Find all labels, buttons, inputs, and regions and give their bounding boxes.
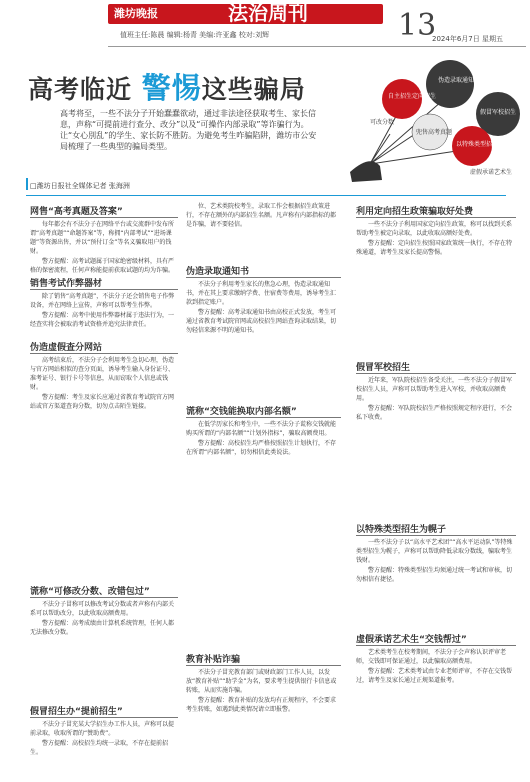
- section-heading: 伪造录取通知书: [186, 267, 250, 277]
- paragraph: 位、艺术类院校考生，录取工作会根据招生政策进行，不存在额外的内部招生名额。凡声称有内部指标的都是诈骗，请不要轻信。: [186, 203, 337, 228]
- newspaper-logo: 潍坊晚报: [114, 7, 158, 20]
- paragraph: 除了销售“高考真题”，不法分子还会销售电子作弊设备，并在网络上宣传，声称可以帮考生作弊。: [30, 293, 175, 309]
- page-number: 13: [398, 8, 437, 43]
- paragraph: 警方提醒：军队院校招生严格按照规定程序进行，不会私下收费。: [356, 405, 513, 421]
- paragraph: 警方提醒：艺术类考试由专业老师评审，不存在交钱帮过，请考生及家长通过正规渠道报考。: [356, 668, 513, 684]
- illus-label-7: 可改分数: [370, 119, 395, 126]
- section-heading: 假冒招生办“提前招生”: [30, 707, 123, 717]
- section-heading: 伪造虚假查分网站: [30, 343, 103, 353]
- section-body: [30, 220, 178, 274]
- section-body: [356, 648, 516, 778]
- illus-label-1: 伪造录取通知书: [438, 77, 481, 84]
- section-underline: [30, 717, 178, 718]
- paragraph: 艺术类考生在校考期间，不法分子会声称认识评审老师，交钱即可保证通过，以此骗取高额费用。: [356, 649, 507, 665]
- section-underline: [30, 217, 178, 218]
- page-header: [0, 0, 530, 50]
- paragraph: 警方提醒：高校招生均统一录取，不存在提前招生。: [30, 740, 169, 756]
- section-heading: 利用定向招生政策骗取好处费: [356, 207, 474, 217]
- section-underline: [186, 277, 341, 278]
- hand-icon: [350, 161, 382, 182]
- paragraph: 警方提醒：高考中使用作弊器材属于违法行为，一经查实将会被取消考试资格并追究法律责任。: [30, 312, 175, 328]
- byline-marker: [26, 178, 28, 190]
- paragraph: 不法分子冒称可以修改考试分数或者声称有内部关系可以帮助改分，以此收取高额费用。: [30, 601, 175, 617]
- section-underline: [186, 417, 341, 418]
- headline-accent: 警惕: [141, 71, 202, 105]
- paragraph: 一些不法分子利用国家定向招生政策，称可以找到关系帮助考生被定向录取，以此收取高额好处费。: [356, 221, 513, 237]
- section-underline: [30, 597, 178, 598]
- paragraph: 警方提醒：高考录取通知书由高校正式发放，考生可通过省教育考试院官网或高校招生网站查询录取结果，切勿轻信来源不明的通知书。: [186, 309, 337, 334]
- editor-credits: 值班主任:陈晨 编辑:杨青 美编:许亚鑫 校对:刘辉: [120, 31, 270, 39]
- paragraph: 一些不法分子以“高水平艺术团”“高水平运动队”等特殊类型招生为幌子，声称可以帮助降低录取分数线，骗取考生钱财。: [356, 539, 513, 564]
- section-rule: [26, 195, 506, 196]
- section-underline: [356, 217, 516, 218]
- section-underline: [356, 535, 516, 536]
- illus-label-3: 假冒军校招生: [480, 109, 517, 116]
- section-body: [30, 292, 178, 338]
- section-underline: [356, 373, 516, 374]
- paragraph: 警方提醒：教育补贴的发放均有正规程序，不会要求考生转账，如遇到此类情况请立即报警。: [186, 697, 337, 713]
- header-divider: [108, 46, 526, 47]
- section-body: [30, 356, 178, 580]
- paragraph: 警方提醒：考生及家长应通过省教育考试院官方网站或官方渠道查询分数，切勿点击陌生链接。: [30, 394, 175, 410]
- issue-date: 2024年6月7日 星期五: [432, 35, 503, 43]
- illustration: [330, 54, 526, 188]
- paragraph: 高考结束后，不法分子会利用考生急切心理，伪造与官方网站相似的查分页面，诱导考生输入身份证号、准考证号、银行卡号等信息，从而窃取个人信息或钱财。: [30, 357, 175, 391]
- section-heading: 谎称“交钱能换取内部名额”: [186, 407, 297, 417]
- paragraph: 在低学历家长和考生中，一些不法分子谎称交钱就能购买所谓的“内部名额”“计划外指标”，骗取高额费用。: [186, 421, 337, 437]
- paragraph: 警方提醒：高考成绩由计算机系统管理，任何人都无法修改分数。: [30, 620, 175, 636]
- paragraph: 不法分子冒充教育部门或财政部门工作人员，以发放“教育补贴”“助学金”为名，要求考生提供银行卡信息或转账，从而实施诈骗。: [186, 669, 337, 694]
- section-body: [186, 668, 341, 778]
- section-heading: 以特殊类型招生为幌子: [356, 525, 447, 535]
- illus-label-2: 自主招生定向招生: [388, 93, 437, 100]
- section-underline: [186, 665, 341, 666]
- section-heading: 网售“高考真题及答案”: [30, 207, 123, 217]
- paragraph: 警方提醒：高校招生均严格按照招生计划执行，不存在所谓“内部名额”，切勿相信此类说法。: [186, 440, 337, 456]
- section-heading: 销售考试作弊器材: [30, 279, 103, 289]
- section-body: [356, 376, 516, 520]
- article-headline: [28, 66, 306, 107]
- section-title: 法治周刊: [228, 1, 308, 25]
- section-heading: 假冒军校招生: [356, 363, 411, 373]
- section-body: [186, 420, 341, 642]
- section-body: [30, 600, 178, 700]
- headline-part1: 高考临近: [28, 75, 133, 104]
- paragraph: 警方提醒：定向招生按照国家政策统一执行，不存在特殊通道，请考生及家长提高警惕。: [356, 240, 513, 256]
- byline: □潍坊日报社全媒体记者 张海洲: [30, 182, 130, 190]
- section-underline: [356, 645, 516, 646]
- section-heading: 教育补贴诈骗: [186, 655, 241, 665]
- illus-label-6: 虚假承诺艺术生: [470, 169, 513, 176]
- section-heading: 谎称“可修改分数、改错包过”: [30, 587, 150, 597]
- paragraph: 警方提醒：高考试题属于国家绝密级材料，具有严格的保密流程，任何声称能提前获取试题的均为诈骗。: [30, 258, 175, 274]
- headline-part2: 这些骗局: [201, 75, 306, 104]
- article-lead: 高考将至，一些不法分子开始蠢蠢欲动，通过非法途径获取考生、家长信息，声称“可提前进行查分、改分”以及“可操作内部录取”等诈骗行为。让“女心別乱”的学生、家长防不胜防。为避免考生咋骗陷阱，潍坊市公安局梳理了一些典型的骗局类型。: [60, 109, 317, 151]
- illus-label-5: 兜售高考真题: [416, 129, 453, 136]
- section-body: [186, 280, 341, 394]
- section-body: [356, 220, 516, 358]
- paragraph: 不法分子利用考生家长的焦急心理，伪造录取通知书，并在其上要求缴纳学费、住宿费等费用，诱导考生汇款到指定账户。: [186, 281, 337, 306]
- illus-label-4: 以特殊类型招生为幌子: [456, 141, 517, 148]
- balloon-1: [426, 60, 474, 108]
- section-underline: [30, 353, 178, 354]
- section-body: [30, 720, 178, 778]
- section-heading: 虚假承诺艺术生“交钱帮过”: [356, 635, 467, 645]
- paragraph: 每年都会有不法分子在网络平台或交流群中发布所谓“高考真题”“命题答案”等，称拥“内部考试”“进场课题”等资源出售，并以“预付订金”等名义骗取用户的钱财。: [30, 221, 175, 255]
- paragraph: 近年来，军队院校招生备受关注，一些不法分子假冒军校招生人员，声称可以帮助考生进入军校，并收取高额费用。: [356, 377, 513, 402]
- paragraph: 警方提醒：特殊类型招生均须通过统一考试和审核，切勿相信有捷径。: [356, 567, 513, 583]
- section-body: [356, 538, 516, 630]
- paragraph: 不法分子冒充某大学招生办工作人员，声称可以提前录取，收取所谓的“赞助费”。: [30, 721, 175, 737]
- section-body: [186, 202, 341, 252]
- section-underline: [30, 289, 178, 290]
